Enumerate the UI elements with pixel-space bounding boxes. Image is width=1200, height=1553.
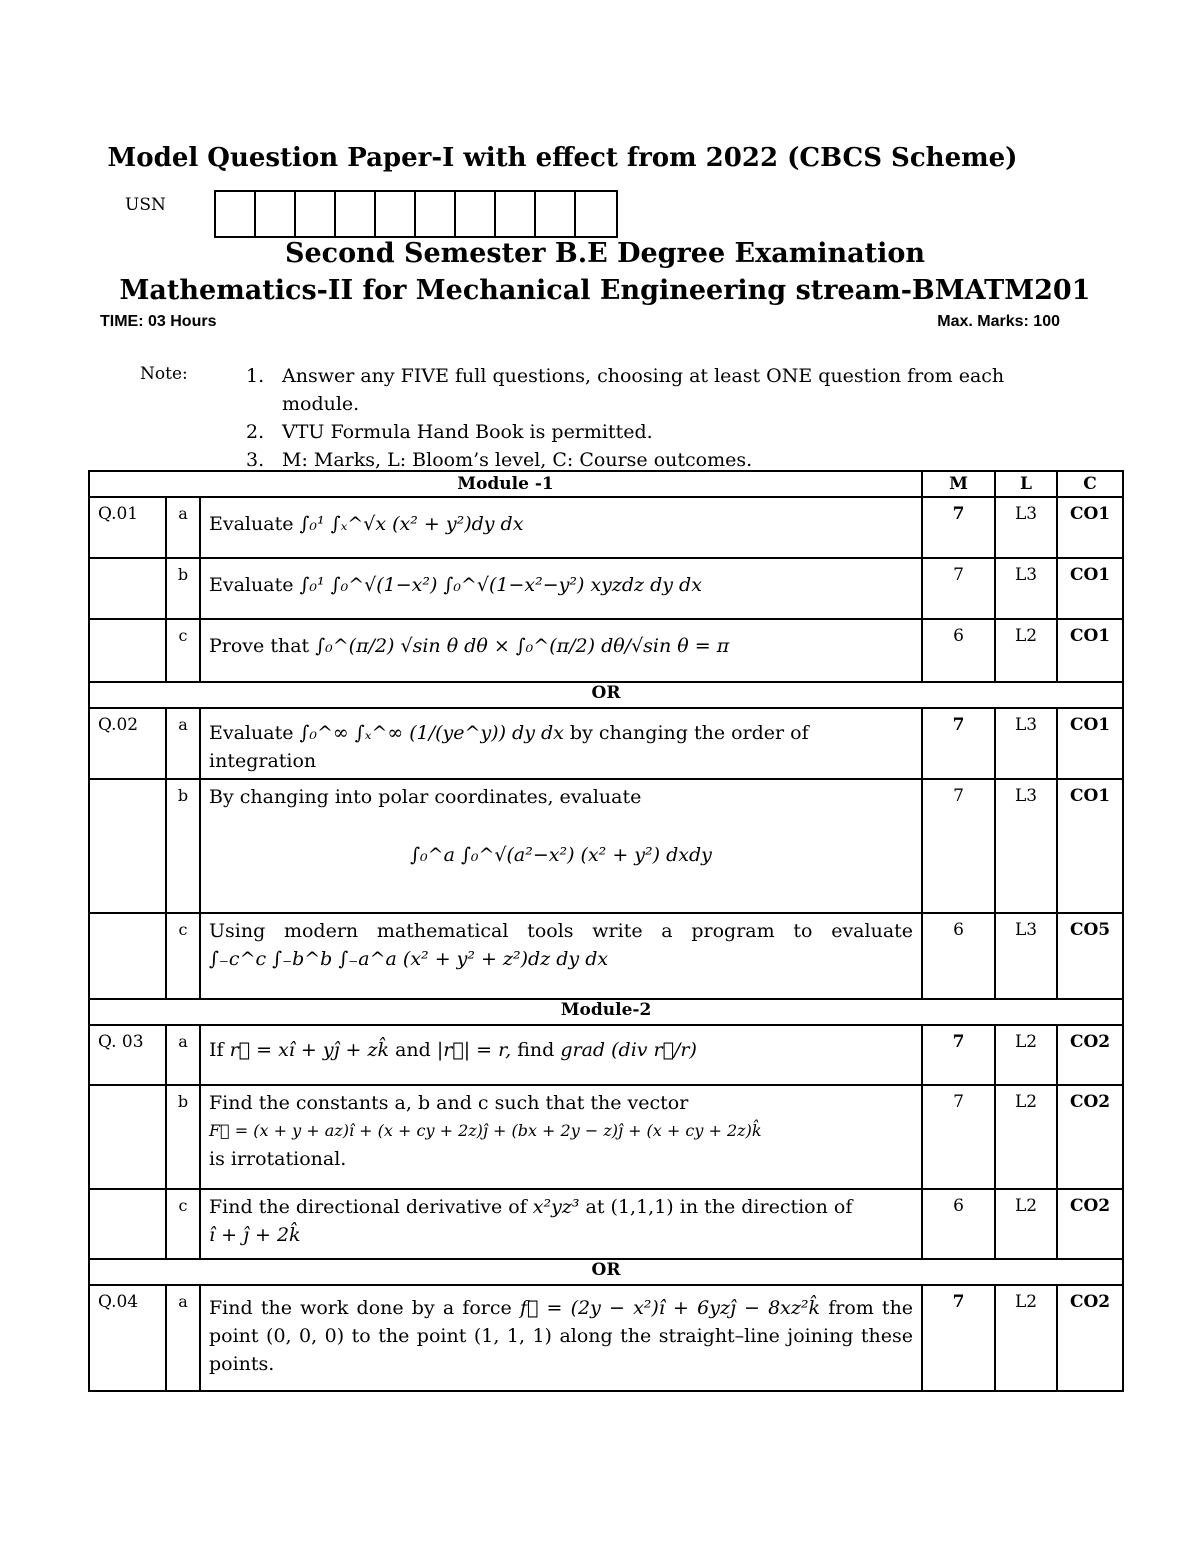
usn-boxes[interactable] [214, 190, 618, 238]
usn-box[interactable] [536, 192, 576, 236]
usn-box[interactable] [496, 192, 536, 236]
note-item [246, 362, 1046, 418]
math-expression: F⃗ = (x + y + az)î + (x + cy + 2z)ĵ + (bx + 2y − z)ĵ + (x + cy + 2z)k̂ [209, 1121, 762, 1140]
blooms-level: L3 [995, 913, 1057, 999]
question-number-empty [89, 558, 166, 619]
course-outcome: CO2 [1057, 1085, 1123, 1189]
marks: 7 [922, 779, 995, 913]
question-tail: is irrotational. [209, 1148, 347, 1170]
sub-question: a [166, 708, 200, 779]
table-row [89, 779, 1123, 913]
usn-box[interactable] [256, 192, 296, 236]
sub-question: b [166, 1085, 200, 1189]
usn-box[interactable] [416, 192, 456, 236]
math-expression: î + ĵ + 2k̂ [209, 1224, 301, 1246]
sub-question: c [166, 913, 200, 999]
blooms-level: L2 [995, 1085, 1057, 1189]
question-tail: from the point (0, 0, 0) to the point (1, 1, 1) along the straight–line joining these points. [209, 1297, 914, 1375]
question-text [200, 558, 922, 619]
table-row [89, 708, 1123, 779]
course-outcome: CO1 [1057, 779, 1123, 913]
blooms-level: L3 [995, 497, 1057, 558]
math-expression: ∫₀¹ ∫ₓ^√x (x² + y²)dy dx [299, 513, 524, 535]
module-heading: Module -1 [89, 471, 922, 497]
note-text: VTU Formula Hand Book is permitted. [282, 421, 653, 443]
blooms-level: L3 [995, 558, 1057, 619]
table-row [89, 913, 1123, 999]
question-number-empty [89, 619, 166, 682]
or-separator: OR [89, 1259, 1123, 1285]
note-number: 3. [246, 449, 265, 471]
question-lead: Prove that [209, 635, 310, 657]
math-expression: r⃗ = xî + yĵ + zk̂ [229, 1039, 390, 1061]
col-header-c: C [1057, 471, 1123, 497]
usn-box[interactable] [336, 192, 376, 236]
question-text [200, 1025, 922, 1085]
module-2-header-row [89, 999, 1123, 1025]
note-number: 2. [246, 421, 265, 443]
question-connector: and [395, 1039, 431, 1061]
or-row [89, 682, 1123, 708]
sub-question: a [166, 1285, 200, 1391]
marks: 6 [922, 619, 995, 682]
table-row [89, 1085, 1123, 1189]
note-text: Answer any FIVE full questions, choosing at least ONE question from each module. [282, 365, 1005, 415]
question-lead: Evaluate [209, 574, 294, 596]
usn-box[interactable] [216, 192, 256, 236]
question-text [200, 1189, 922, 1259]
blooms-level: L2 [995, 1189, 1057, 1259]
math-expression: ∫₀^∞ ∫ₓ^∞ (1/(ye^y)) dy dx [299, 722, 564, 744]
sub-question: b [166, 558, 200, 619]
math-expression: ∫₋c^c ∫₋b^b ∫₋a^a (x² + y² + z²)dz dy dx [209, 948, 609, 970]
note-item [246, 418, 1046, 446]
question-lead: Find the constants a, b and c such that the vector [209, 1092, 689, 1114]
course-outcome: CO2 [1057, 1025, 1123, 1085]
sub-question: a [166, 497, 200, 558]
or-row [89, 1259, 1123, 1285]
max-marks-label: Max. Marks: 100 [937, 313, 1060, 330]
table-row [89, 1025, 1123, 1085]
course-outcome: CO5 [1057, 913, 1123, 999]
blooms-level: L2 [995, 619, 1057, 682]
marks: 7 [922, 497, 995, 558]
question-tail: by changing the order of integration [209, 722, 809, 772]
marks: 6 [922, 913, 995, 999]
table-row [89, 1285, 1123, 1391]
question-number: Q.01 [89, 497, 166, 558]
course-outcome: CO2 [1057, 1189, 1123, 1259]
question-text [200, 779, 922, 913]
note-number: 1. [246, 365, 265, 387]
math-expression: x²yz³ [532, 1196, 580, 1218]
marks: 7 [922, 1085, 995, 1189]
question-lead: Find the work done by a force [209, 1297, 512, 1319]
question-number-empty [89, 913, 166, 999]
module-heading: Module-2 [89, 999, 1123, 1025]
table-row [89, 497, 1123, 558]
note-text: M: Marks, L: Bloom’s level, C: Course outcomes. [282, 449, 753, 471]
question-number: Q. 03 [89, 1025, 166, 1085]
question-lead: Evaluate [209, 513, 294, 535]
marks: 7 [922, 1025, 995, 1085]
blooms-level: L3 [995, 708, 1057, 779]
table-row [89, 619, 1123, 682]
col-header-m: M [922, 471, 995, 497]
math-expression: f⃗ = (2y − x²)î + 6yzĵ − 8xz²k̂ [519, 1297, 821, 1319]
module-1-header-row [89, 471, 1123, 497]
course-outcome: CO1 [1057, 558, 1123, 619]
marks: 7 [922, 1285, 995, 1391]
time-label: TIME: 03 Hours [100, 313, 217, 330]
paper-title: Model Question Paper-I with effect from 2022 (CBCS Scheme) [107, 143, 1018, 173]
question-lead: By changing into polar coordinates, evaluate [209, 786, 642, 808]
col-header-l: L [995, 471, 1057, 497]
math-expression: ∫₀^(π/2) √sin θ dθ × ∫₀^(π/2) dθ/√sin θ = π [315, 635, 730, 657]
marks: 7 [922, 708, 995, 779]
question-lead: Find the directional derivative of [209, 1196, 527, 1218]
blooms-level: L3 [995, 779, 1057, 913]
or-separator: OR [89, 682, 1123, 708]
question-text [200, 1085, 922, 1189]
blooms-level: L2 [995, 1025, 1057, 1085]
question-number-empty [89, 1085, 166, 1189]
table-row [89, 1189, 1123, 1259]
question-tail: at (1,1,1) in the direction of [585, 1196, 853, 1218]
usn-box[interactable] [456, 192, 496, 236]
question-table [88, 470, 1124, 1392]
sub-question: b [166, 779, 200, 913]
sub-question: c [166, 1189, 200, 1259]
blooms-level: L2 [995, 1285, 1057, 1391]
question-lead: Using modern mathematical tools write a program to evaluate [209, 920, 914, 942]
exam-title: Second Semester B.E Degree Examination [284, 238, 926, 269]
note-label: Note: [140, 364, 188, 384]
question-connector: find [517, 1039, 555, 1061]
question-lead: Evaluate [209, 722, 294, 744]
sub-question: a [166, 1025, 200, 1085]
math-expression: ∫₀^a ∫₀^√(a²−x²) (x² + y²) dxdy [410, 844, 712, 866]
math-expression: grad (div r⃗/r) [560, 1039, 697, 1061]
table-row [89, 558, 1123, 619]
course-outcome: CO1 [1057, 619, 1123, 682]
sub-question: c [166, 619, 200, 682]
note-list [246, 362, 1046, 474]
question-number-empty [89, 779, 166, 913]
course-outcome: CO2 [1057, 1285, 1123, 1391]
question-text [200, 913, 922, 999]
question-text [200, 1285, 922, 1391]
question-number: Q.04 [89, 1285, 166, 1391]
question-text [200, 497, 922, 558]
usn-label: USN [125, 195, 166, 215]
usn-box[interactable] [296, 192, 336, 236]
course-outcome: CO1 [1057, 497, 1123, 558]
subject-title: Mathematics-II for Mechanical Engineering stream-BMATM201 [119, 275, 1091, 306]
math-expression: |r⃗| = r, [436, 1039, 512, 1061]
question-text [200, 619, 922, 682]
usn-box[interactable] [576, 192, 616, 236]
math-expression: ∫₀¹ ∫₀^√(1−x²) ∫₀^√(1−x²−y²) xyzdz dy dx [299, 574, 702, 596]
question-text [200, 708, 922, 779]
marks: 7 [922, 558, 995, 619]
question-lead: If [209, 1039, 224, 1061]
course-outcome: CO1 [1057, 708, 1123, 779]
question-number: Q.02 [89, 708, 166, 779]
marks: 6 [922, 1189, 995, 1259]
question-number-empty [89, 1189, 166, 1259]
usn-box[interactable] [376, 192, 416, 236]
